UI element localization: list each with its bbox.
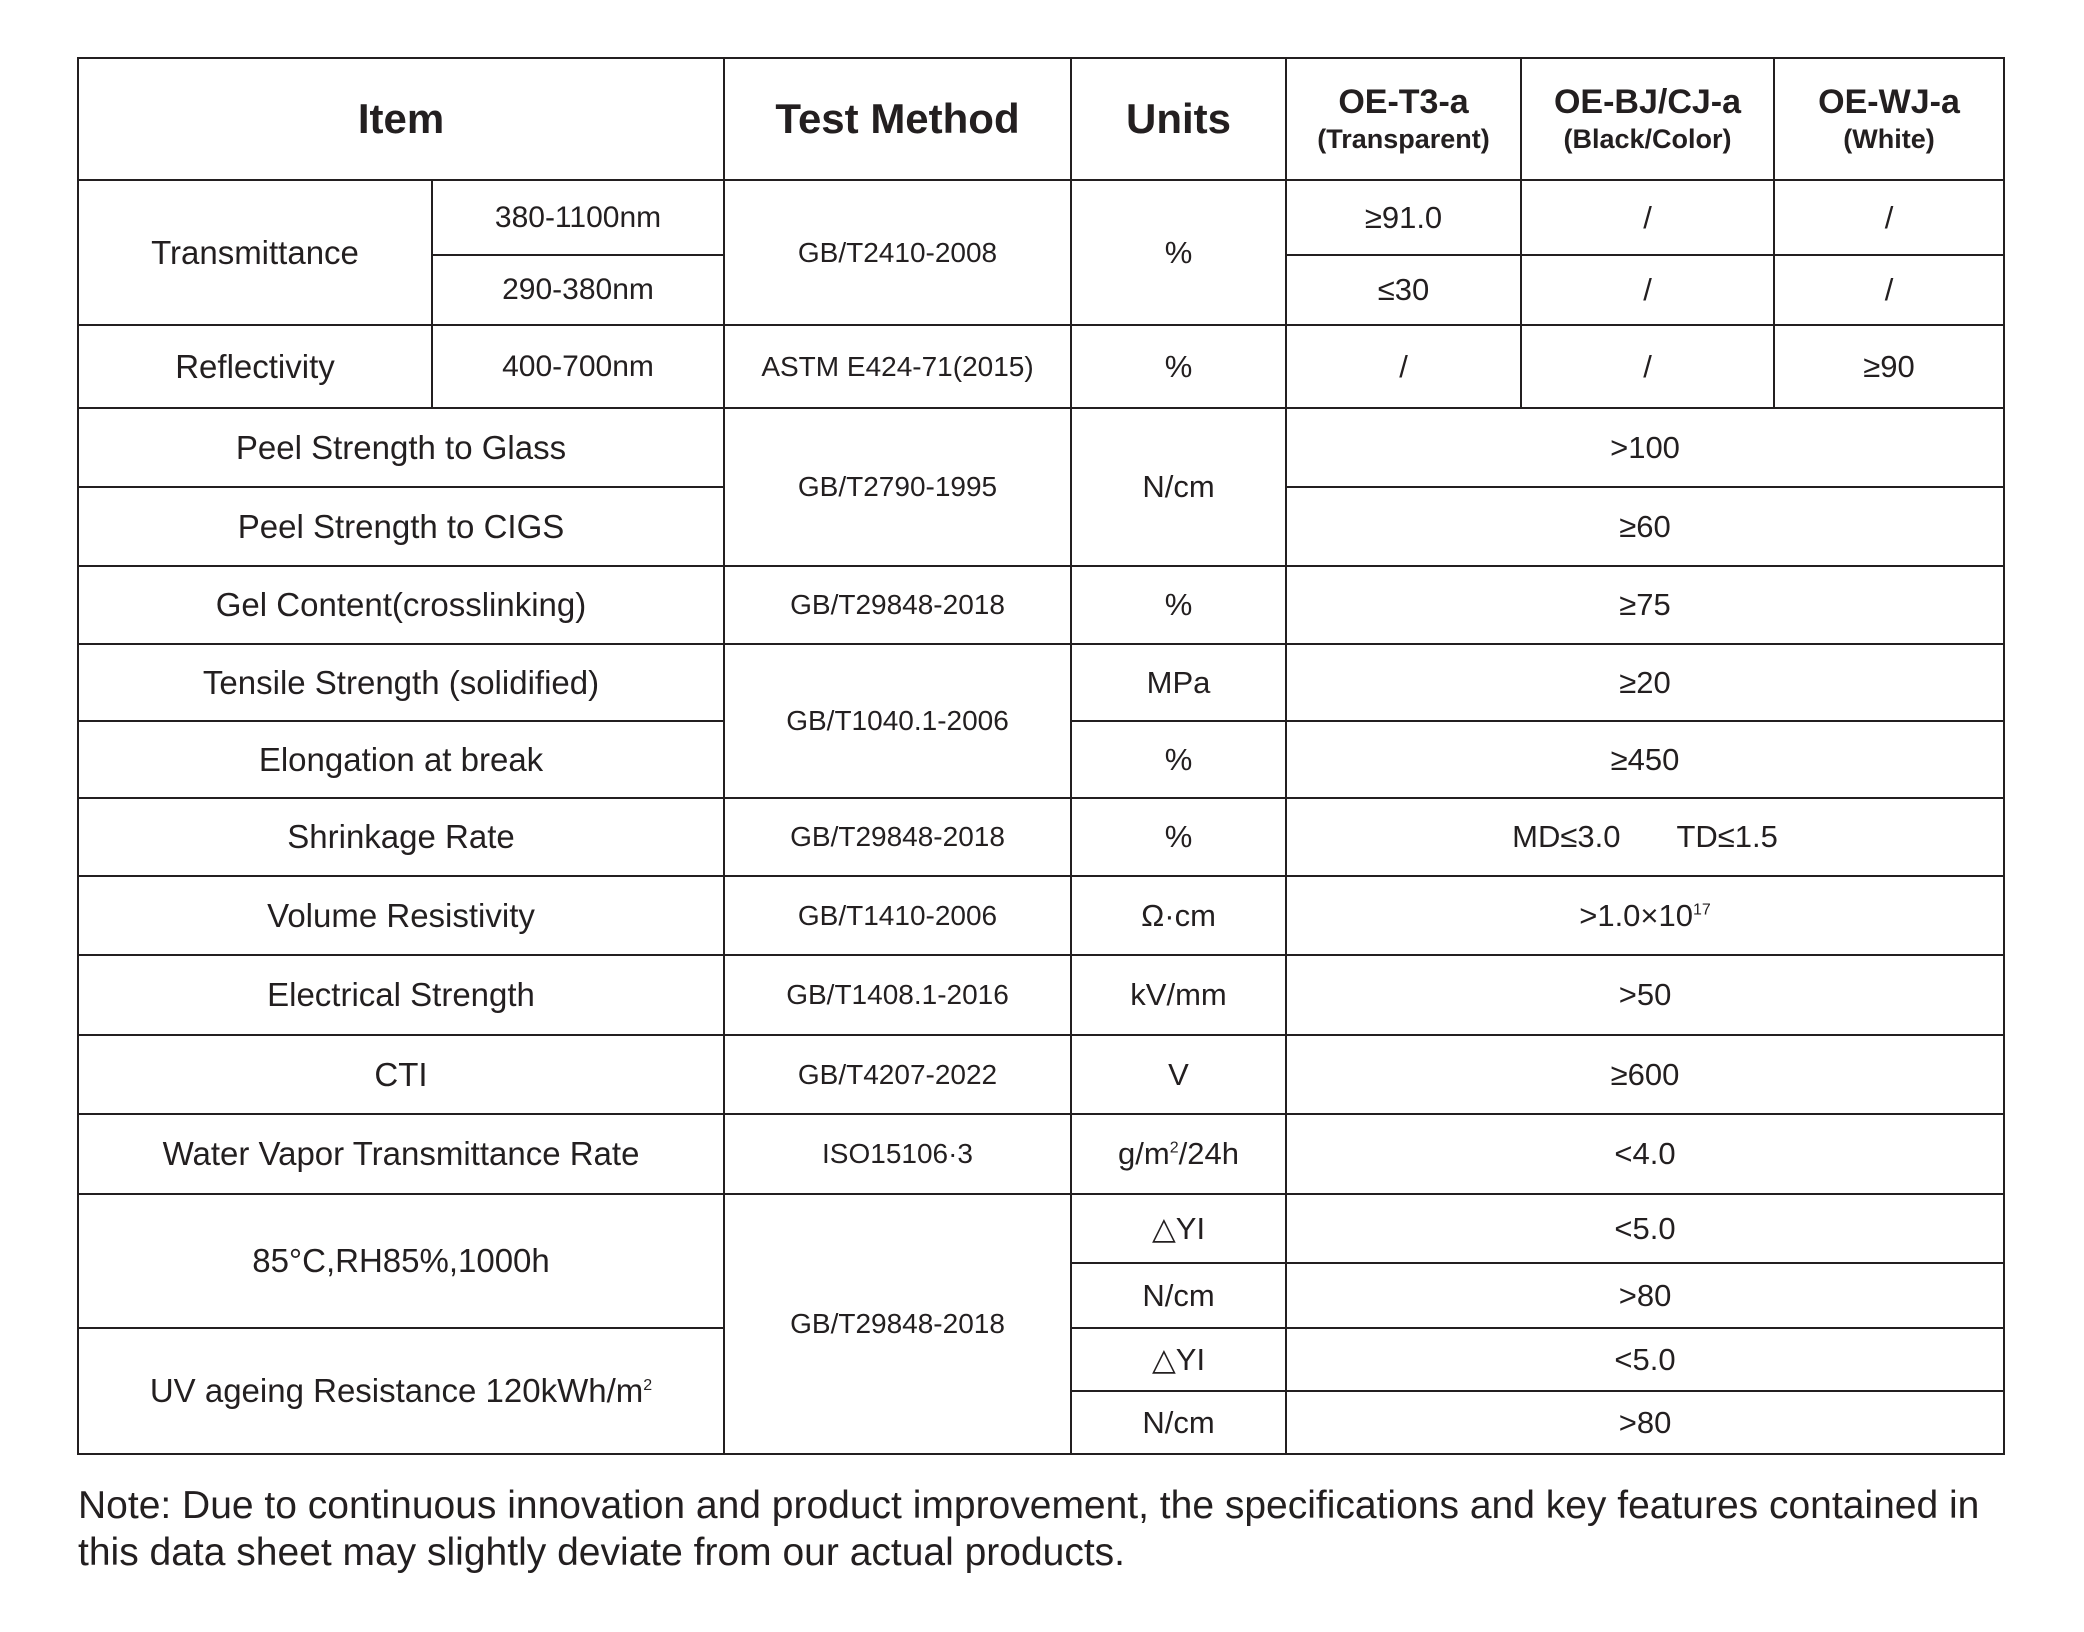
header-item: Item: [78, 58, 724, 180]
row-item-cti: CTI: [78, 1035, 724, 1114]
product-type: (Transparent): [1317, 124, 1490, 154]
uv-ageing-label: UV ageing Resistance 120kWh/m: [149, 1372, 644, 1409]
value-cell: ≥20: [1286, 644, 2004, 721]
table-row: [78, 955, 2004, 1035]
product-type: (Black/Color): [1563, 124, 1732, 154]
shrinkage-td: TD≤1.5: [1676, 819, 1778, 854]
unit: N/cm: [1071, 1263, 1286, 1328]
spec-table: [77, 57, 2005, 1455]
row-item-shrinkage: Shrinkage Rate: [78, 798, 724, 876]
table-row: [78, 1194, 2004, 1263]
table-row: [78, 325, 2004, 408]
unit: Ω·cm: [1071, 876, 1286, 955]
value-cell: <4.0: [1286, 1114, 2004, 1194]
unit-exponent: 2: [1169, 1139, 1179, 1157]
resistivity-exponent: 17: [1693, 901, 1711, 919]
unit: △YI: [1071, 1194, 1286, 1263]
product-code: OE-WJ-a: [1818, 83, 1960, 121]
row-item-wvtr: Water Vapor Transmittance Rate: [78, 1114, 724, 1194]
header-test-method: Test Method: [724, 58, 1071, 180]
note-line-1: Note: Due to continuous innovation and product improvement, the specifications and key features contained in: [78, 1484, 1980, 1527]
value-cell: [1286, 798, 2004, 876]
value-cell: /: [1286, 325, 1521, 408]
unit: [1071, 1114, 1286, 1194]
test-method: GB/T2410-2008: [724, 180, 1071, 325]
header-units: Units: [1071, 58, 1286, 180]
test-method: GB/T4207-2022: [724, 1035, 1071, 1114]
value-cell: /: [1521, 180, 1774, 255]
table-row: [78, 1114, 2004, 1194]
test-method: GB/T29848-2018: [724, 1194, 1071, 1454]
test-method: ISO15106·3: [724, 1114, 1071, 1194]
value-cell: /: [1521, 255, 1774, 325]
test-method: ASTM E424-71(2015): [724, 325, 1071, 408]
table-row: [78, 1035, 2004, 1114]
wavelength-range: 400-700nm: [432, 325, 724, 408]
value-cell: >100: [1286, 408, 2004, 487]
table-row: [78, 408, 2004, 487]
header-product-t3: [1286, 58, 1521, 180]
row-item-uv-ageing: [78, 1328, 724, 1454]
note-line-2: this data sheet may slightly deviate from our actual products.: [78, 1531, 1126, 1574]
value-cell: ≥450: [1286, 721, 2004, 798]
value-cell: >50: [1286, 955, 2004, 1035]
row-item-elongation: Elongation at break: [78, 721, 724, 798]
test-method: GB/T1410-2006: [724, 876, 1071, 955]
unit: kV/mm: [1071, 955, 1286, 1035]
value-cell: <5.0: [1286, 1194, 2004, 1263]
unit-base: g/m: [1118, 1136, 1170, 1171]
unit: %: [1071, 721, 1286, 798]
value-cell: /: [1521, 325, 1774, 408]
value-cell: /: [1774, 255, 2004, 325]
test-method: GB/T1040.1-2006: [724, 644, 1071, 798]
value-cell: ≥90: [1774, 325, 2004, 408]
value-cell: ≥60: [1286, 487, 2004, 566]
test-method: GB/T1408.1-2016: [724, 955, 1071, 1035]
table-row: [78, 180, 2004, 255]
wavelength-range: 380-1100nm: [432, 180, 724, 255]
row-item-reflectivity: Reflectivity: [78, 325, 432, 408]
value-cell: ≥91.0: [1286, 180, 1521, 255]
value-cell: <5.0: [1286, 1328, 2004, 1391]
unit: △YI: [1071, 1328, 1286, 1391]
test-method: GB/T29848-2018: [724, 566, 1071, 644]
row-item-damp-heat: 85°C,RH85%,1000h: [78, 1194, 724, 1328]
uv-ageing-exponent: 2: [643, 1377, 653, 1394]
row-item-gel-content: Gel Content(crosslinking): [78, 566, 724, 644]
test-method: GB/T2790-1995: [724, 408, 1071, 566]
row-item-tensile-strength: Tensile Strength (solidified): [78, 644, 724, 721]
value-cell: ≥600: [1286, 1035, 2004, 1114]
product-code: OE-T3-a: [1338, 83, 1469, 121]
unit: MPa: [1071, 644, 1286, 721]
header-product-wj: [1774, 58, 2004, 180]
unit: %: [1071, 325, 1286, 408]
header-product-bj: [1521, 58, 1774, 180]
value-cell: ≥75: [1286, 566, 2004, 644]
wavelength-range: 290-380nm: [432, 255, 724, 325]
value-cell: [1286, 876, 2004, 955]
unit-suffix: /24h: [1178, 1136, 1239, 1171]
value-cell: >80: [1286, 1263, 2004, 1328]
table-row: [78, 876, 2004, 955]
table-row: [78, 644, 2004, 721]
shrinkage-md: MD≤3.0: [1512, 819, 1621, 854]
table-row: [78, 566, 2004, 644]
disclaimer-note: [78, 1482, 2018, 1576]
header-row: [78, 58, 2004, 180]
value-cell: /: [1774, 180, 2004, 255]
value-cell: ≤30: [1286, 255, 1521, 325]
product-type: (White): [1843, 124, 1935, 154]
row-item-transmittance: Transmittance: [78, 180, 432, 325]
row-item-electrical-strength: Electrical Strength: [78, 955, 724, 1035]
value-cell: >80: [1286, 1391, 2004, 1454]
resistivity-base: >1.0×10: [1579, 897, 1694, 933]
table-row: [78, 798, 2004, 876]
row-item-peel-cigs: Peel Strength to CIGS: [78, 487, 724, 566]
unit: %: [1071, 798, 1286, 876]
row-item-peel-glass: Peel Strength to Glass: [78, 408, 724, 487]
product-code: OE-BJ/CJ-a: [1553, 83, 1742, 121]
unit: %: [1071, 180, 1286, 325]
test-method: GB/T29848-2018: [724, 798, 1071, 876]
unit: V: [1071, 1035, 1286, 1114]
unit: N/cm: [1071, 408, 1286, 566]
unit: %: [1071, 566, 1286, 644]
unit: N/cm: [1071, 1391, 1286, 1454]
row-item-volume-resistivity: Volume Resistivity: [78, 876, 724, 955]
